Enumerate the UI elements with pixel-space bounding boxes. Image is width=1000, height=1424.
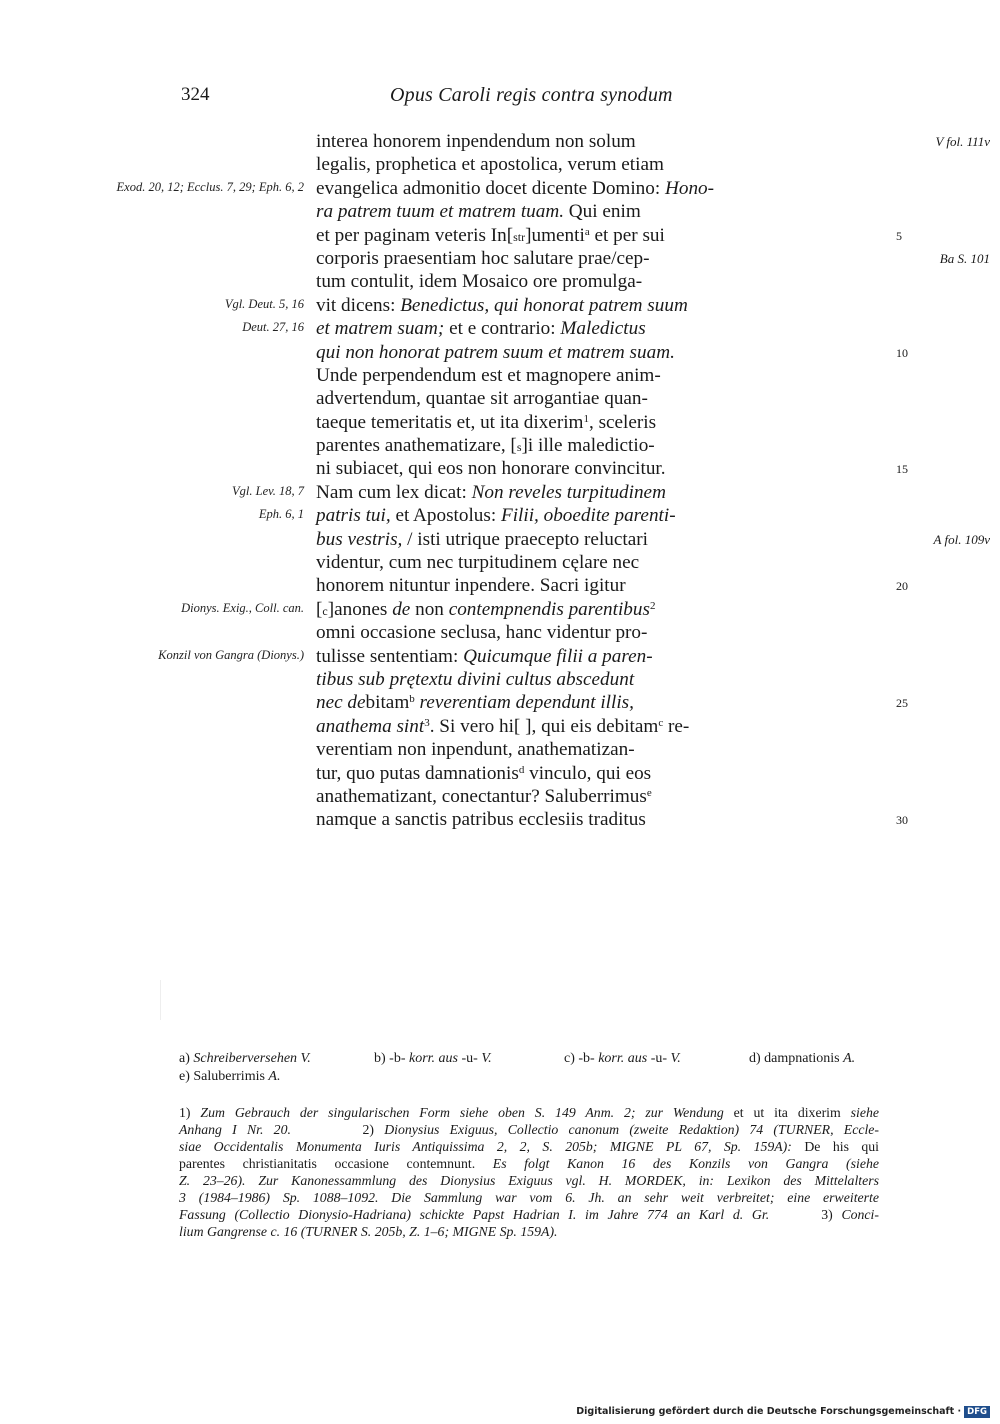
apparatus-line [179, 1068, 879, 1086]
line-text: parentes anathematizare, [s]i ille maledictio- [316, 435, 655, 457]
line-text: honorem nituntur inpendere. Sacri igitur [316, 575, 626, 597]
line-text: ra patrem tuum et matrem tuam. Qui enim [316, 201, 641, 223]
apparatus-note: a) Schreiberversehen V. [179, 1051, 311, 1066]
line-text: nec debitam$^b$ reverentiam dependunt illis, [316, 692, 634, 714]
line-text: et matrem suam; et e contrario: Maledictus [316, 318, 646, 340]
text-line [0, 645, 1000, 668]
apparatus-note: e) Saluberrimis A. [179, 1069, 281, 1084]
bible-reference: Eph. 6, 1 [258, 507, 304, 522]
line-number: 10 [896, 345, 908, 360]
line-text: legalis, prophetica et apostolica, verum etiam [316, 154, 664, 176]
text-line [0, 341, 1000, 364]
text-line [0, 574, 1000, 597]
footnote-line: parentes christianitatis occasione contemnunt. Es folgt Kanon 16 des Konzils von Gangra (siehe [179, 1156, 879, 1171]
bible-reference: Exod. 20, 12; Ecclus. 7, 29; Eph. 6, 2 [116, 179, 304, 194]
text-line [0, 224, 1000, 247]
text-line [0, 621, 1000, 644]
text-line [0, 481, 1000, 504]
line-text: Nam cum lex dicat: Non reveles turpitudinem [316, 481, 666, 503]
line-text: anathematizant, conectantur? Saluberrimus$^e$ [316, 785, 652, 807]
text-line [0, 808, 1000, 831]
line-number: 25 [896, 696, 908, 711]
text-line [0, 457, 1000, 480]
page-header [0, 80, 1000, 110]
footnote-line: 3 (1984–1986) Sp. 1088–1092. Die Sammlung war vom 6. Jh. an sehr weit verbreitet; eine erweiterte [179, 1190, 879, 1205]
folio-reference: Ba S. 101 [939, 250, 990, 266]
text-line [0, 738, 1000, 761]
line-text: et per paginam veteris In[str]umenti$^a$ et per sui [316, 224, 665, 246]
line-number: 30 [896, 813, 908, 828]
dfg-logo: DFG [964, 1406, 990, 1418]
text-line [0, 551, 1000, 574]
footnote-line: Anhang I Nr. 20. 2) Dionysius Exiguus, Collectio canonum (zweite Redaktion) 74 (TURNER, Eccle- [179, 1122, 879, 1137]
line-text: qui non honorat patrem suum et matrem suam. [316, 341, 675, 363]
line-number: 20 [896, 579, 908, 594]
folio-reference: A fol. 109v [933, 531, 990, 547]
funding-text: Digitalisierung gefördert durch die Deutsche Forschungsgemeinschaft · [576, 1406, 962, 1417]
text-line [0, 177, 1000, 200]
text-line [0, 411, 1000, 434]
line-text: patris tui, et Apostolus: Filii, oboedite parenti- [316, 505, 676, 527]
line-text: corporis praesentiam hoc salutare prae/cep- [316, 247, 650, 269]
text-line [0, 387, 1000, 410]
folio-reference: V fol. 111v [935, 134, 990, 149]
footnote-line: Fassung (Collectio Dionysio-Hadriana) schickte Papst Hadrian I. im Jahre 774 an Karl d. Gr. 3) Conci- [179, 1207, 879, 1222]
line-number: 15 [896, 462, 908, 477]
line-number: 5 [896, 228, 902, 243]
bible-reference: Konzil von Gangra (Dionys.) [158, 647, 304, 662]
edition-text [0, 130, 1000, 832]
line-text: [c]anones de non contempnendis parentibus$^2$ [316, 598, 656, 620]
line-text: taeque temeritatis et, ut ita dixerim$^1$, sceleris [316, 411, 657, 433]
line-text: interea honorem inpendendum non solum [316, 131, 636, 152]
funding-notice [576, 1406, 990, 1418]
bible-reference: Dionys. Exig., Coll. can. [181, 600, 304, 615]
text-line [0, 785, 1000, 808]
bible-reference: Vgl. Lev. 18, 7 [232, 483, 304, 498]
text-line [0, 762, 1000, 785]
text-line [0, 715, 1000, 738]
critical-apparatus [179, 1050, 879, 1086]
line-text: namque a sanctis patribus ecclesiis traditus [316, 809, 646, 831]
text-line [0, 130, 1000, 153]
text-line [0, 247, 1000, 270]
line-text: omni occasione seclusa, hanc videntur pro- [316, 622, 648, 644]
line-text: verentiam non inpendunt, anathematizan- [316, 739, 635, 761]
text-line [0, 294, 1000, 317]
text-line [0, 270, 1000, 293]
text-line [0, 317, 1000, 340]
line-text: videntur, cum nec turpitudinem cęlare nec [316, 552, 640, 574]
line-text: ni subiacet, qui eos non honorare convincitur. [316, 458, 666, 480]
historical-notes [179, 1104, 879, 1240]
text-line [0, 153, 1000, 176]
bible-reference: Deut. 27, 16 [242, 320, 304, 335]
footnote-line: 1) Zum Gebrauch der singularischen Form siehe oben S. 149 Anm. 2; zur Wendung et ut ita dixerim siehe [179, 1105, 879, 1120]
footnote-line: siae Occidentalis Monumenta Iuris Antiquissima 2, 2, S. 205b; MIGNE PL 67, Sp. 159A): De his qui [179, 1139, 879, 1154]
line-text: bus vestris, / isti utrique praecepto reluctari [316, 528, 648, 550]
text-line [0, 598, 1000, 621]
text-line [0, 504, 1000, 527]
text-line [0, 364, 1000, 387]
line-text: tum contulit, idem Mosaico ore promulga- [316, 271, 643, 293]
apparatus-note: b) -b- korr. aus -u- V. [374, 1051, 492, 1066]
text-line [0, 668, 1000, 691]
line-text: tulisse sententiam: Quicumque filii a paren- [316, 645, 653, 667]
text-line [0, 200, 1000, 223]
scan-artifact [160, 980, 161, 1020]
apparatus-line [179, 1050, 879, 1068]
line-text: tibus sub prętextu divini cultus abscedunt [316, 668, 635, 690]
line-text: evangelica admonitio docet dicente Domino: Hono- [316, 177, 715, 199]
bible-reference: Vgl. Deut. 5, 16 [224, 296, 304, 311]
line-text: tur, quo putas damnationis$^d$ vinculo, qui eos [316, 762, 652, 784]
line-text: advertendum, quantae sit arrogantiae quan- [316, 388, 648, 410]
footnote-line: lium Gangrense c. 16 (TURNER S. 205b, Z. 1–6; MIGNE Sp. 159A). [179, 1224, 558, 1239]
line-text: anathema sint$^3$. Si vero hi[ ], qui eis debitam$^c$ re- [316, 715, 690, 737]
apparatus-note: d) dampnationis A. [749, 1051, 856, 1066]
line-text: vit dicens: Benedictus, qui honorat patrem suum [316, 294, 688, 316]
footnote-line: Z. 23–26). Zur Kanonessammlung des Dionysius Exiguus vgl. H. MORDEK, in: Lexikon des Mittelalters [179, 1173, 879, 1188]
line-text: Unde perpendendum est et magnopere anim- [316, 364, 661, 386]
page-number: 324 [181, 84, 210, 105]
text-line [0, 528, 1000, 551]
text-line [0, 434, 1000, 457]
text-line [0, 691, 1000, 714]
running-title: Opus Caroli regis contra synodum [390, 84, 673, 106]
apparatus-note: c) -b- korr. aus -u- V. [564, 1051, 681, 1066]
